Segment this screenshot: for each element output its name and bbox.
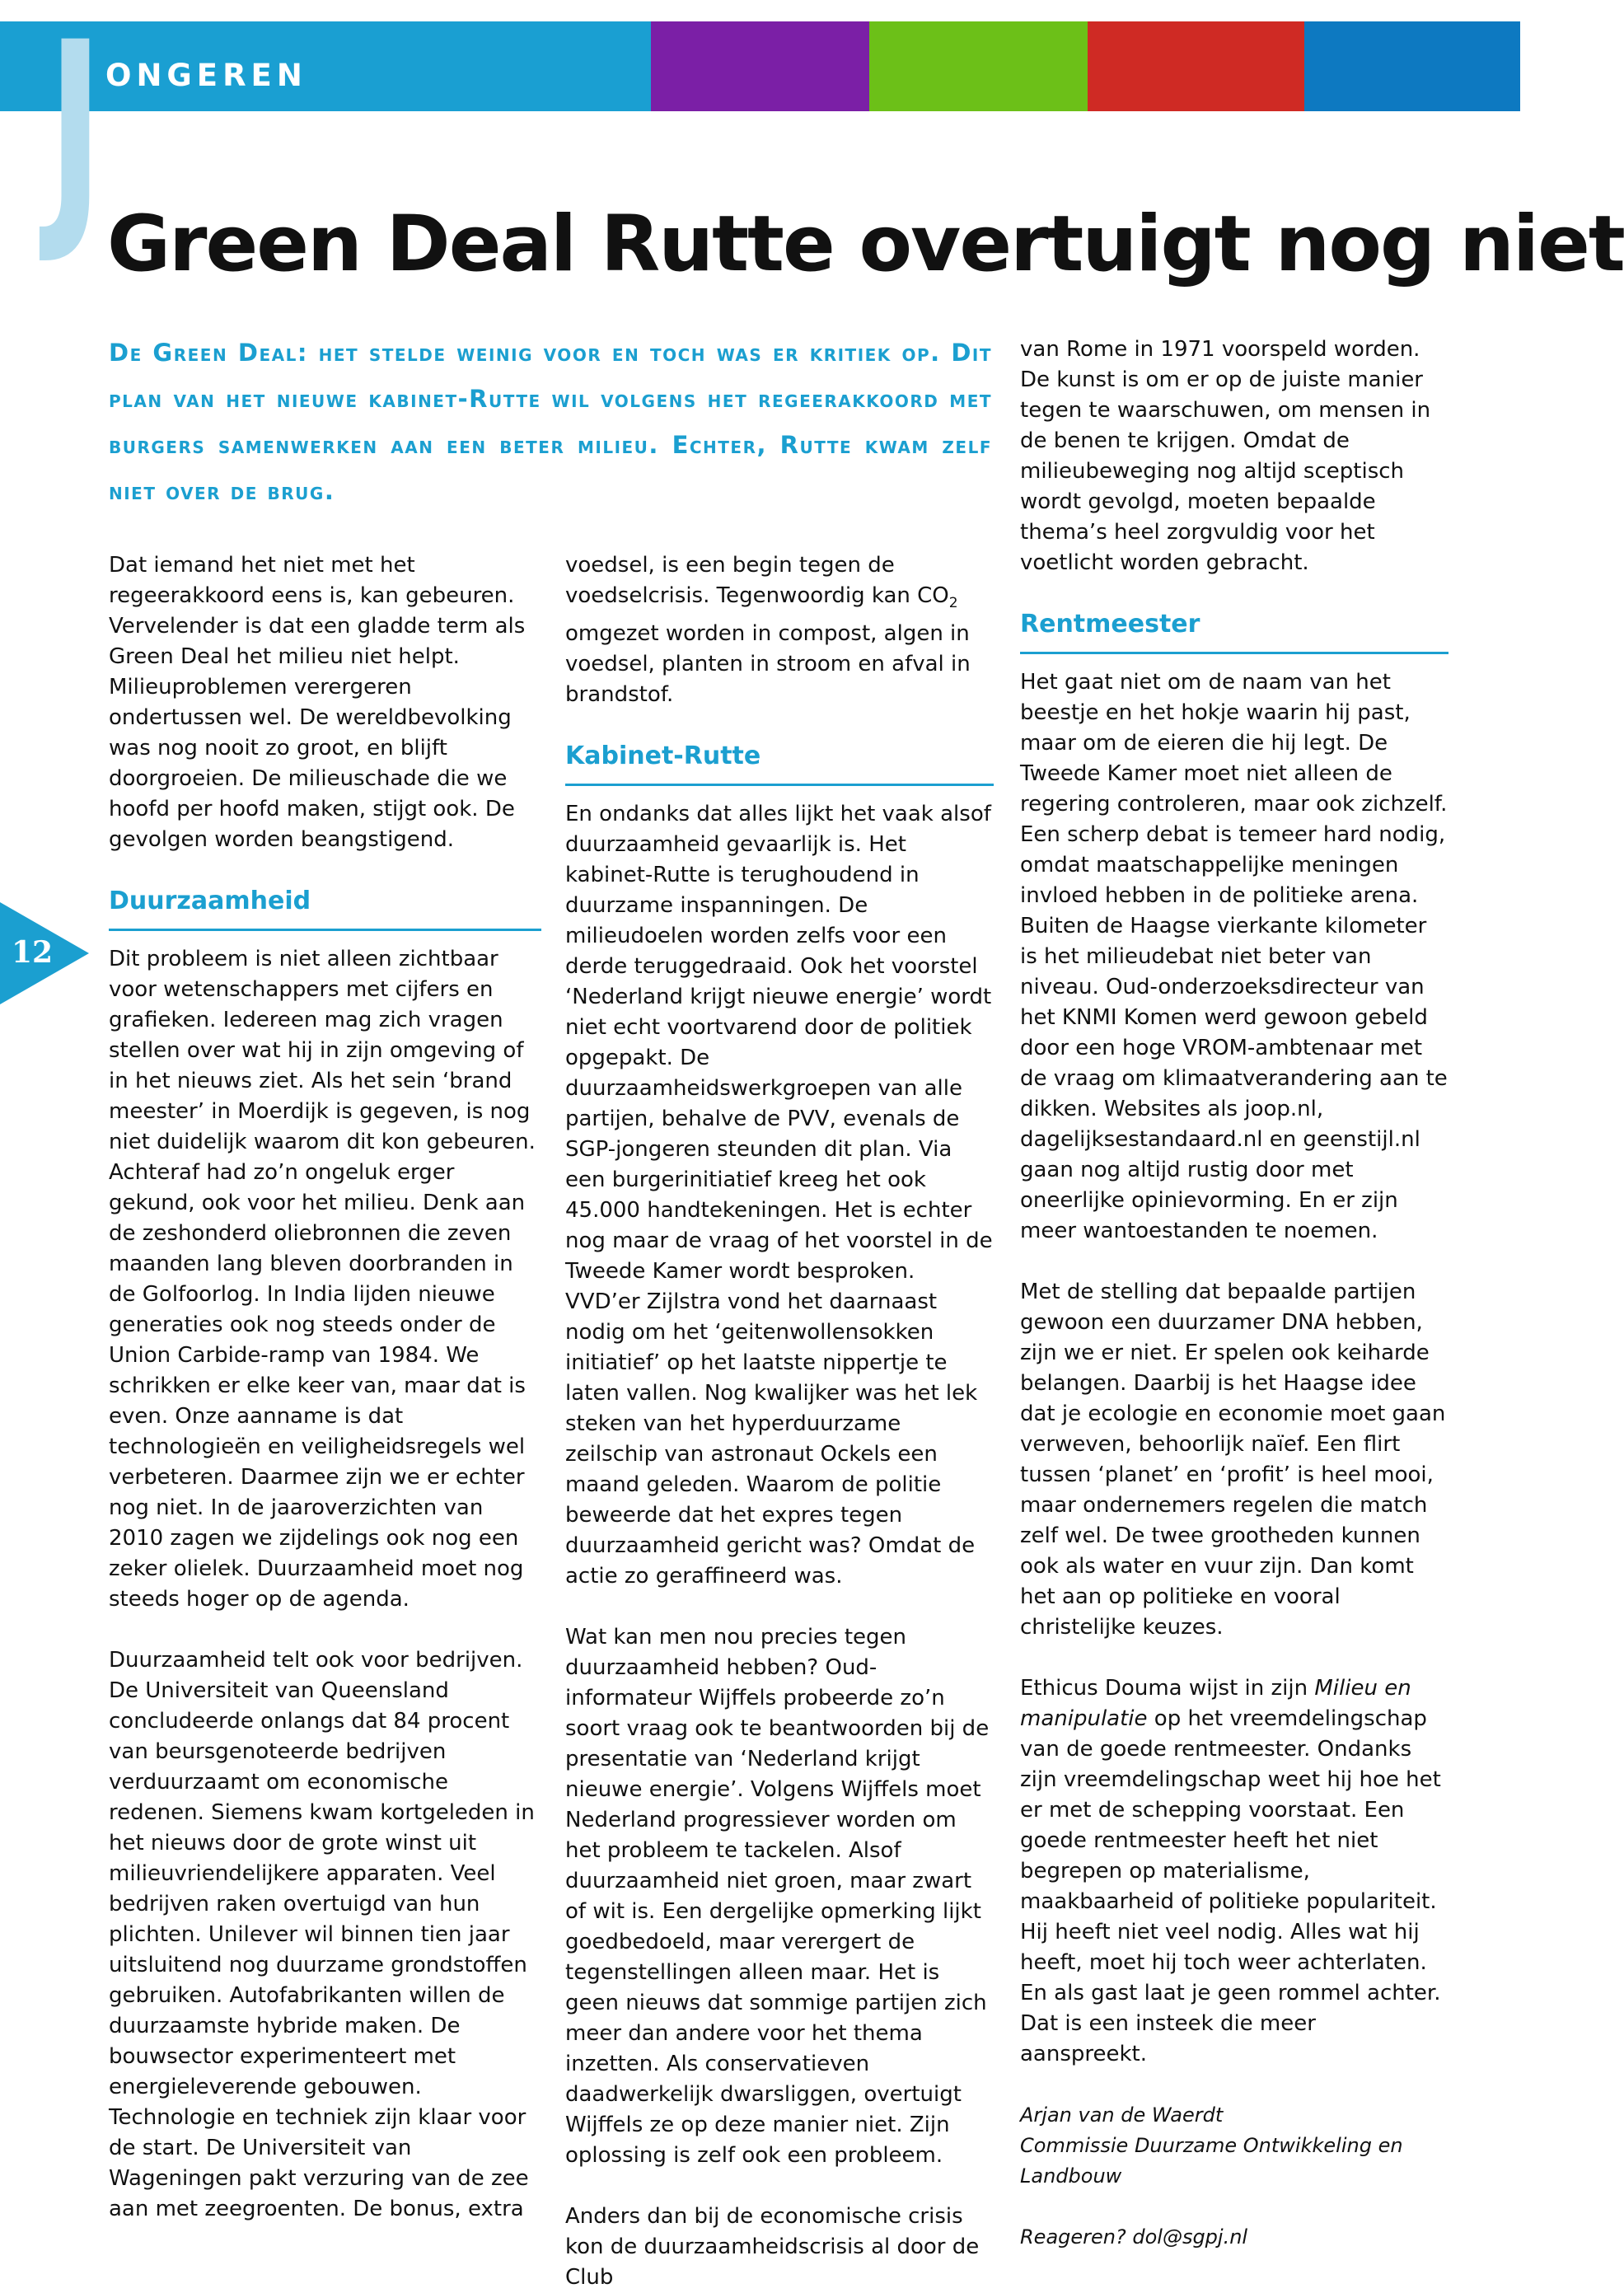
paragraph: voedsel, is een begin tegen de voedselcrisis. Tegenwoordig kan $CO_2$ omgezet worden in compost, algen in voedsel, planten in stroom en afval in brandstof. — [565, 553, 971, 708]
subheading-kabinet-rutte: Kabinet-Rutte — [565, 741, 994, 786]
page-number: 12 — [12, 935, 54, 970]
subheading-duurzaamheid: Duurzaamheid — [109, 886, 541, 931]
band-segment-red — [1088, 21, 1304, 111]
band-segment-green — [869, 21, 1088, 111]
subscript-2: 2 — [948, 595, 958, 612]
paragraph: Anders dan bij de economische crisis kon de duurzaamheidscrisis al door de Club — [565, 2204, 980, 2291]
paragraph: van Rome in 1971 voorspeld worden. De kunst is om er op de juiste manier tegen te waarschuwen, om mensen in de benen te krijgen. Omdat de milieubeweging nog altijd sceptisch wordt gevolgd, moeten bepaalde thema’s heel zorgvuldig voor het voetlicht worden gebracht. — [1020, 337, 1431, 575]
paragraph: Dit probleem is niet alleen zichtbaar voor wetenschappers met cijfers en grafieken. Iedereen mag zich vragen stellen over wat hij in zijn omgeving of in het nieuws ziet. Als het sein ‘brand meester’ in Moerdijk is gegeven, is nog niet duidelijk waarom dit kon gebeuren. Achteraf had zo’n ongeluk erger gekund, ook voor het milieu. Denk aan de zeshonderd oliebronnen die zeven maanden lang bleven doorbranden in de Golfoorlog. In India lijden nieuwe generaties ook nog steeds onder de Union Carbide-ramp van 1984. We schrikken er elke keer van, maar dat is even. Onze aanname is dat technologieën en veiligheidsregels wel verbeteren. Daarmee zijn we er echter nog niet. In de jaaroverzichten van 2010 zagen we zijdelings ook nog een zeker olielek. Duurzaamheid moet nog steeds hoger op de agenda. — [109, 947, 536, 1612]
paragraph: Dat iemand het niet met het regeerakkoord eens is, kan gebeuren. Vervelender is dat een gladde term als Green Deal het milieu niet helpt. Milieuproblemen verergeren ondertussen wel. De wereldbevolking was nog nooit zo groot, en blijft doorgroeien. De milieuschade die we hoofd per hoofd maken, stijgt ook. De gevolgen worden beangstigend. — [109, 553, 526, 852]
author-signature — [1020, 2100, 1448, 2253]
paragraph: Het gaat niet om de naam van het beestje en het hokje waarin hij past, maar om de eieren die hij legt. De Tweede Kamer moet niet alleen de regering controleren, maar ook zichzelf. Een scherp debat is temeer hard nodig, omdat maatschappelijke meningen invloed hebben in de politieke arena. Buiten de Haagse vierkante kilometer is het milieudebat niet beter van niveau. Oud-onderzoeksdirecteur van het KNMI Komen werd gewoon gebeld door een hoge VROM-ambtenaar met de vraag om klimaatverandering aan te dikken. Websites als joop.nl, dagelijksestandaard.nl en geenstijl.nl gaan nog altijd rustig door met oneerlijke opinievorming. En er zijn meer wantoestanden te noemen. — [1020, 670, 1448, 1243]
column-2 — [565, 550, 994, 2293]
contact-line: Reageren? dol@sgpj.nl — [1020, 2225, 1248, 2249]
column-3 — [1020, 335, 1448, 2253]
paragraph: En ondanks dat alles lijkt het vaak alsof duurzaamheid gevaarlijk is. Het kabinet-Rutte is terughoudend in duurzame inspanningen. De milieudoelen worden zelfs voor een derde teruggedraaid. Ook het voorstel ‘Nederland krijgt nieuwe energie’ wordt niet echt voortvarend door de politiek opgepakt. De duurzaamheidswerkgroepen van alle partijen, behalve de PVV, evenals de SGP-jongeren steunden dit plan. Via een burgerinitiatief kreeg het ook 45.000 handtekeningen. Het is echter nog maar de vraag of het voorstel in de Tweede Kamer wordt besproken. VVD’er Zijlstra vond het daarnaast nodig om het ‘geitenwollensokken initiatief’ op het laatste nippertje te laten vallen. Nog kwalijker was het lek steken van het hyperduurzame zeilschip van astronaut Ockels een maand geleden. Waarom de politie beweerde dat het expres tegen duurzaamheid gericht was? Omdat de actie zo geraffineerd was. — [565, 802, 993, 1589]
subheading-rentmeester: Rentmeester — [1020, 609, 1448, 654]
band-segment-purple — [651, 21, 869, 111]
column-1 — [109, 550, 541, 2225]
article-headline: Green Deal Rutte overtuigt nog niet — [107, 199, 1624, 289]
paragraph: Ethicus Douma wijst in zijn Milieu en manipulatie op het vreemdelingschap van de goede rentmeester. Ondanks zijn vreemdelingschap weet hij hoe het er met de schepping voorstaat. Een goede rentmeester heeft het niet begrepen op materialisme, maakbaarheid of politieke populariteit. Hij heeft niet veel nodig. Alles wat hij heeft, moet hij toch weer achterlaten. En als gast laat je geen rommel achter. Dat is een insteek die meer aanspreekt. — [1020, 1676, 1441, 2066]
paragraph: Wat kan men nou precies tegen duurzaamheid hebben? Oud-informateur Wijffels probeerde zo’n soort vraag ook te beantwoorden bij de presentatie van ‘Nederland krijgt nieuwe energie’. Volgens Wijffels moet Nederland progressiever worden om het probleem te tackelen. Alsof duurzaamheid niet groen, maar zwart of wit is. Een dergelijke opmerking lijkt goedbedoeld, maar verergert de tegenstellingen alleen maar. Het is geen nieuws dat sommige partijen zich meer dan andere voor het thema inzetten. Als conservatieven daadwerkelijk dwarsliggen, overtuigt Wijffels ze op deze manier niet. Zijn oplossing is zelf ook een probleem. — [565, 1625, 990, 2169]
section-initial-letter: J — [48, 0, 103, 269]
band-segment-darkblue — [1304, 21, 1520, 111]
paragraph: Duurzaamheid telt ook voor bedrijven. De Universiteit van Queensland concludeerde onlangs dat 84 procent van beursgenoteerde bedrijven verduurzaamt om economische redenen. Siemens kwam kortgeleden in het nieuws door de grote winst uit milieuvriendelijkere apparaten. Veel bedrijven raken overtuigd van hun plichten. Unilever wil binnen tien jaar uitsluitend nog duurzame grondstoffen gebruiken. Autofabrikanten willen de duurzaamste hybride maken. De bouwsector experimenteert met energieleverende gebouwen. Technologie en techniek zijn klaar voor de start. De Universiteit van Wageningen pakt verzuring van de zee aan met zeegroenten. De bonus, extra — [109, 1648, 535, 2221]
article-lead: De Green Deal: het stelde weinig voor en toch was er kritiek op. Dit plan van het nieuwe kabinet-Rutte wil volgens het regeerakkoord met burgers samenwerken aan een beter milieu. Echter, Rutte kwam zelf niet over de brug. — [109, 339, 992, 505]
author-committee: Commissie Duurzame Ontwikkeling en Landbouw — [1020, 2134, 1403, 2188]
author-name: Arjan van de Waerdt — [1020, 2103, 1224, 2127]
section-label: ONGEREN — [105, 58, 307, 93]
paragraph: Met de stelling dat bepaalde partijen gewoon een duurzamer DNA hebben, zijn we er niet. Er spelen ook keiharde belangen. Daarbij is het Haagse idee dat je ecologie en economie moet gaan verweven, behoorlijk naïef. Een flirt tussen ‘planet’ en ‘profit’ is heel mooi, maar ondernemers regelen die match zelf wel. De twee grootheden kunnen ook als water en vuur zijn. Dan komt het aan op politieke en vooral christelijke keuzes. — [1020, 1280, 1446, 1640]
